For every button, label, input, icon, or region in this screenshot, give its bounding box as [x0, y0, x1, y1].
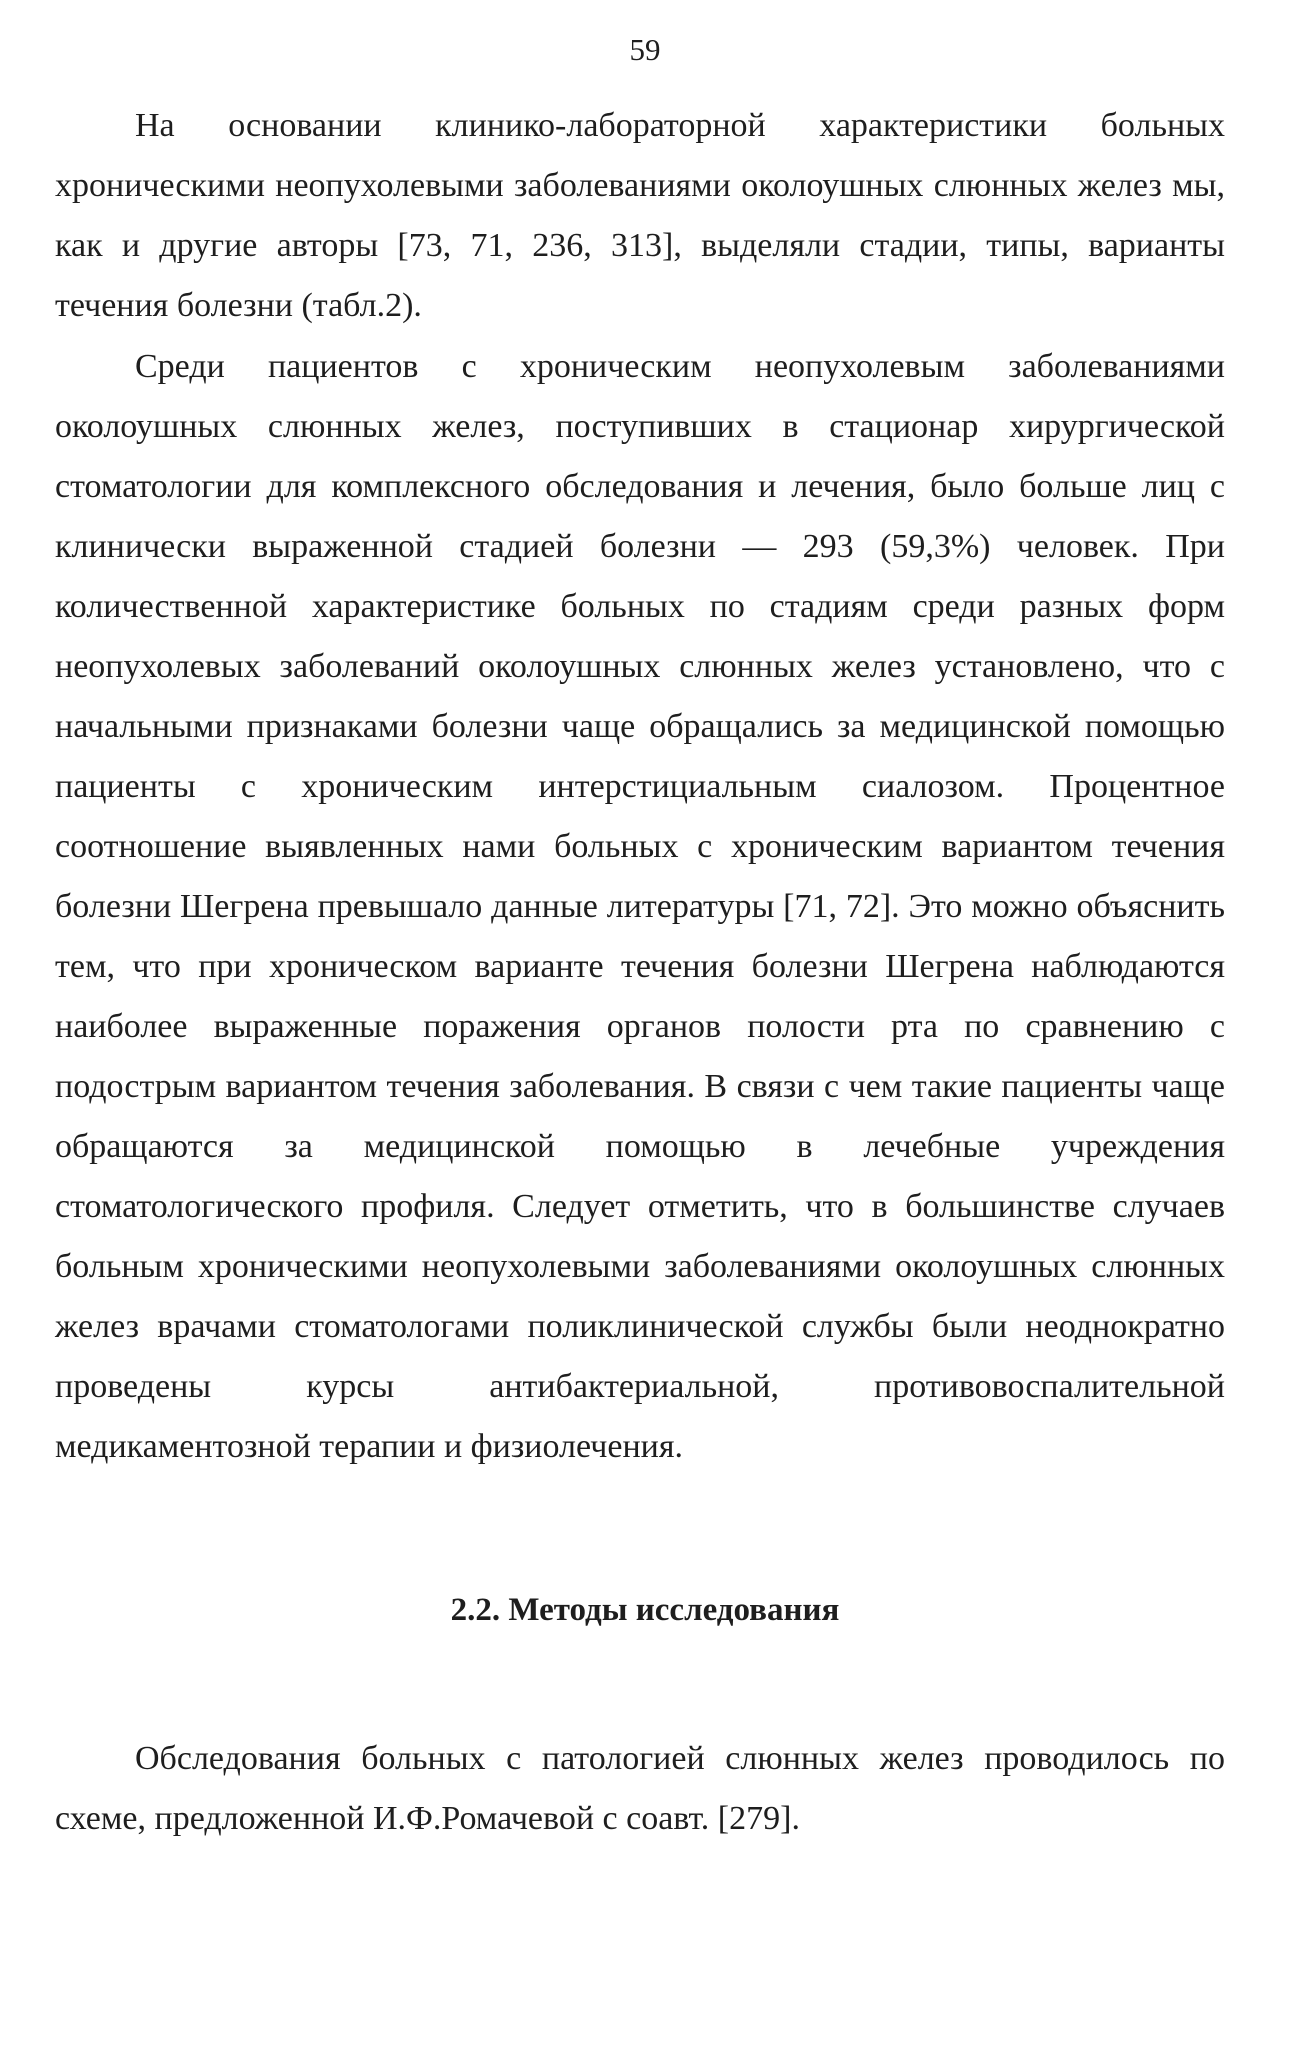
section-heading: 2.2. Методы исследования: [450, 1592, 840, 1628]
paragraph-2-text: Среди пациентов с хроническим неопухолевым заболеваниями околоушных слюнных желез, поступивших в стационар хирургической стоматологии для комплексного обследования и лечения, было больше лиц с клинически выраженной стадией болезни — 293 (59,3%) человек. При количественной характеристике больных по стадиям среди разных форм неопухолевых заболеваний околоушных слюнных желез установлено, что с начальными признаками болезни чаще обращались за медицинской помощью пациенты с хроническим интерстициальным сиалозом. Процентное соотношение выявленных нами больных с хроническим вариантом течения болезни Шегрена превышало данные литературы [71, 72]. Это можно объяснить тем, что при хроническом варианте течения болезни Шегрена наблюдаются наиболее выраженные поражения органов полости рта по сравнению с подострым вариантом течения заболевания. В связи с чем такие пациенты чаще обращаются за медицинской помощью в лечебные учреждения стоматологического профиля. Следует отметить, что в большинстве случаев больным хроническими неопухолевыми заболеваниями околоушных слюнных желез врачами стоматологами поликлинической службы были неоднократно проведены курсы антибактериальной, противовоспалительной медикаментозной терапии и физиолечения.: [55, 348, 1225, 1465]
section-paragraph-text: Обследования больных с патологией слюнных желез проводилось по схеме, предложенной И.Ф.Ромачевой с соавт. [279].: [55, 1740, 1225, 1837]
paragraph-1-text: На основании клинико-лабораторной характеристики больных хроническими неопухолевыми заболеваниями околоушных слюнных желез мы, как и другие авторы [73, 71, 236, 313], выделяли стадии, типы, варианты течения болезни (табл.2).: [55, 107, 1225, 324]
page-number: 59: [629, 32, 661, 67]
paragraph-2: [55, 337, 1225, 1477]
paragraph-1: [55, 96, 1225, 336]
section-paragraph: [55, 1729, 1225, 1849]
